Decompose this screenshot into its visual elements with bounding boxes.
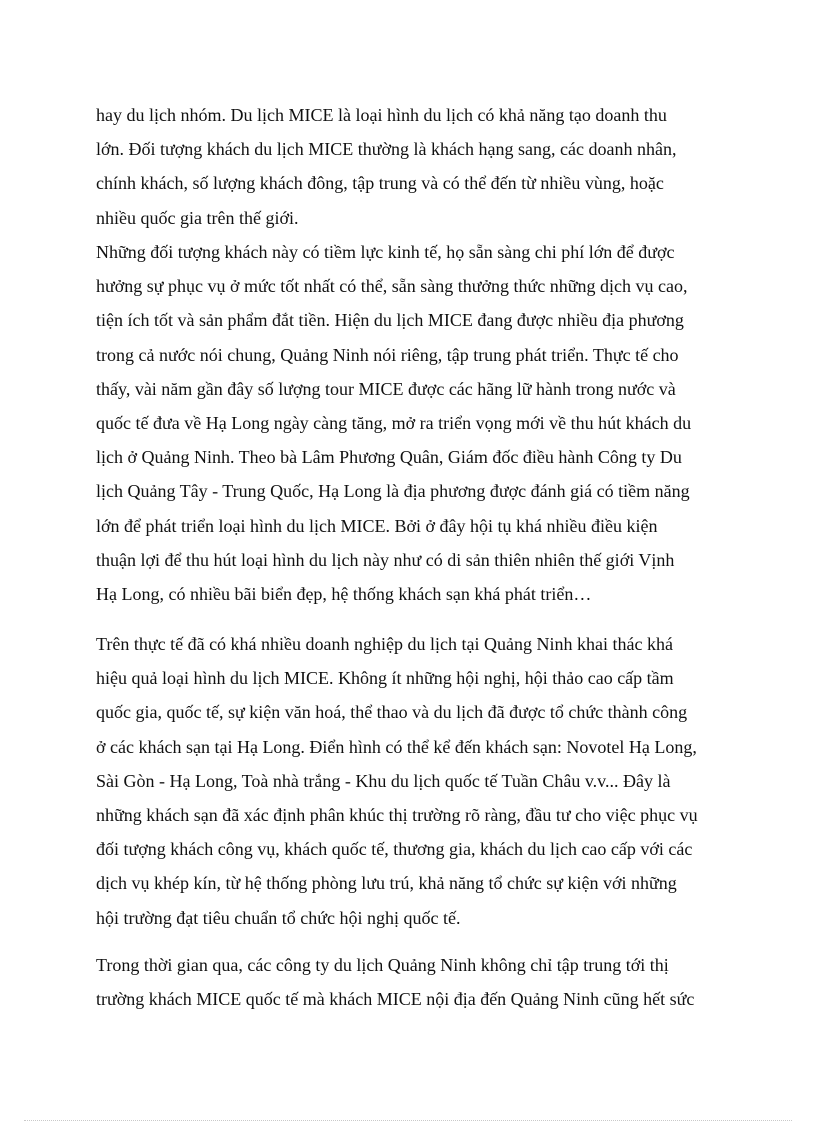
paragraph-1: [96, 98, 736, 235]
text-line: hay du lịch nhóm. Du lịch MICE là loại hình du lịch có khả năng tạo doanh thu: [96, 105, 667, 125]
text-line: thấy, vài năm gần đây số lượng tour MICE được các hãng lữ hành trong nước và: [96, 378, 676, 399]
text-line: lớn. Đối tượng khách du lịch MICE thường là khách hạng sang, các doanh nhân,: [96, 139, 677, 160]
text-line: nhiều quốc gia trên thế giới.: [96, 207, 299, 228]
paragraph-4: [96, 948, 736, 1016]
text-line: quốc gia, quốc tế, sự kiện văn hoá, thể thao và du lịch đã được tổ chức thành công: [96, 702, 688, 723]
text-line: Hạ Long, có nhiều bãi biển đẹp, hệ thống khách sạn khá phát triển…: [96, 583, 592, 604]
text-line: chính khách, số lượng khách đông, tập trung và có thể đến từ nhiều vùng, hoặc: [96, 173, 664, 194]
text-line: trong cả nước nói chung, Quảng Ninh nói riêng, tập trung phát triển. Thực tế cho: [96, 344, 679, 365]
paragraph-2: [96, 235, 736, 611]
text-line: thuận lợi để thu hút loại hình du lịch này như có di sản thiên nhiên thế giới Vịnh: [96, 549, 675, 570]
text-line: lịch ở Quảng Ninh. Theo bà Lâm Phương Quân, Giám đốc điều hành Công ty Du: [96, 447, 682, 468]
text-line: đối tượng khách công vụ, khách quốc tế, thương gia, khách du lịch cao cấp với các: [96, 839, 693, 860]
text-line: lịch Quảng Tây - Trung Quốc, Hạ Long là địa phương được đánh giá có tiềm năng: [96, 481, 690, 502]
text-line: ở các khách sạn tại Hạ Long. Điển hình có thể kể đến khách sạn: Novotel Hạ Long,: [96, 736, 697, 757]
text-line: trường khách MICE quốc tế mà khách MICE nội địa đến Quảng Ninh cũng hết sức: [96, 989, 695, 1010]
page-bottom-divider: [24, 1120, 792, 1121]
text-line: Sài Gòn - Hạ Long, Toà nhà trắng - Khu du lịch quốc tế Tuần Châu v.v... Đây là: [96, 770, 671, 791]
text-line: Những đối tượng khách này có tiềm lực kinh tế, họ sẵn sàng chi phí lớn để được: [96, 242, 675, 262]
paragraph-3: [96, 627, 736, 935]
text-line: hội trường đạt tiêu chuẩn tổ chức hội nghị quốc tế.: [96, 907, 461, 928]
text-line: những khách sạn đã xác định phân khúc thị trường rõ ràng, đầu tư cho việc phục vụ: [96, 804, 698, 825]
text-line: tiện ích tốt và sản phẩm đắt tiền. Hiện du lịch MICE đang được nhiều địa phương: [96, 310, 684, 331]
text-line: hiệu quả loại hình du lịch MICE. Không ít những hội nghị, hội thảo cao cấp tầm: [96, 668, 674, 689]
text-line: Trong thời gian qua, các công ty du lịch Quảng Ninh không chỉ tập trung tới thị: [96, 955, 669, 975]
text-line: Trên thực tế đã có khá nhiều doanh nghiệp du lịch tại Quảng Ninh khai thác khá: [96, 634, 673, 654]
text-line: dịch vụ khép kín, từ hệ thống phòng lưu trú, khả năng tổ chức sự kiện với những: [96, 873, 677, 894]
text-line: hưởng sự phục vụ ở mức tốt nhất có thể, sẵn sàng thưởng thức những dịch vụ cao,: [96, 276, 688, 297]
text-line: lớn để phát triển loại hình du lịch MICE. Bởi ở đây hội tụ khá nhiều điều kiện: [96, 515, 658, 536]
text-line: quốc tế đưa về Hạ Long ngày càng tăng, mở ra triển vọng mới về thu hút khách du: [96, 412, 692, 433]
